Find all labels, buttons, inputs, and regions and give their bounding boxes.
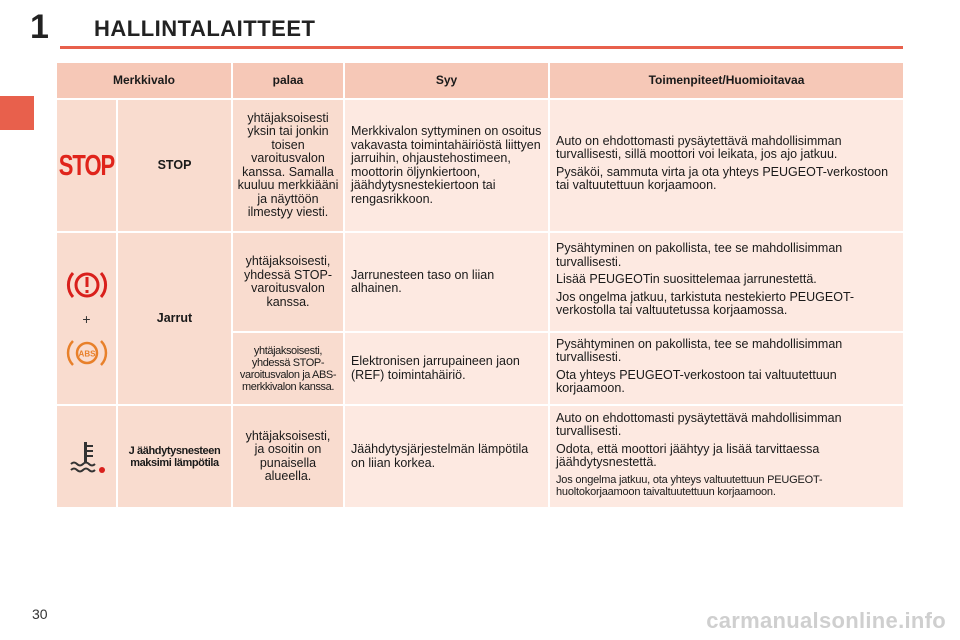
stop-syy: Merkkivalon syttyminen on osoitus vakavasta toimintahäiriöstä liittyen jarruihin, ohjaustehostimeen, moottorin öljynkiertoon, jäähdytysnestekiertoon tai rengasrikkoon. xyxy=(345,100,548,231)
page-number: 30 xyxy=(32,606,48,622)
brake-plus-sign: + xyxy=(82,310,91,327)
coolant-action-2: Odota, että moottori jäähtyy ja lisää tarvittaessa jäähdytysnestettä. xyxy=(556,441,820,469)
chapter-number: 1 xyxy=(30,8,49,46)
brake-row2-syy: Elektronisen jarrupaineen jaon (REF) toimintahäiriö. xyxy=(345,333,548,404)
brake-icon-cell xyxy=(57,233,116,404)
coolant-temperature-icon xyxy=(67,440,107,474)
brake-row2-action-2: Ota yhteys PEUGEOT-verkostoon tai valtuutettuun korjaamoon. xyxy=(556,367,837,395)
column-header-merkkivalo: Merkkivalo xyxy=(57,63,231,98)
column-header-palaa: palaa xyxy=(233,63,343,98)
brake-row2-palaa: yhtäjaksoisesti, yhdessä STOP-varoitusvalon ja ABS-merkkivalon kanssa. xyxy=(233,333,343,404)
column-header-syy: Syy xyxy=(345,63,548,98)
chapter-tab xyxy=(0,96,34,130)
stop-icon-cell xyxy=(57,100,116,231)
coolant-palaa: yhtäjaksoisesti, ja osoitin on punaisella alueella. xyxy=(233,406,343,507)
coolant-name: J äähdytysnesteen maksimi lämpötila xyxy=(118,406,231,507)
stop-warning-icon: STOP xyxy=(58,148,115,182)
header-rule xyxy=(60,46,903,49)
stop-actions xyxy=(550,100,903,231)
brake-row1-palaa: yhtäjaksoisesti, yhdessä STOP-varoitusvalon kanssa. xyxy=(233,233,343,331)
brake-row2-action-1: Pysähtyminen on pakollista, tee se mahdollisimman turvallisesti. xyxy=(556,336,843,364)
brake-row1-action-1: Pysähtyminen on pakollista, tee se mahdollisimman turvallisesti. xyxy=(556,241,843,269)
abs-warning-icon xyxy=(66,336,108,370)
stop-name: STOP xyxy=(118,100,231,231)
brake-row1-syy: Jarrunesteen taso on liian alhainen. xyxy=(345,233,548,331)
coolant-syy: Jäähdytysjärjestelmän lämpötila on liian korkea. xyxy=(345,406,548,507)
stop-action-1: Auto on ehdottomasti pysäytettävä mahdollisimman turvallisesti, sillä moottori voi leikata, jos ajo jatkuu. xyxy=(556,133,842,161)
brake-row1-action-3: Jos ongelma jatkuu, tarkistuta nestekierto PEUGEOT-verkostolla tai valtuutetussa korjaamossa. xyxy=(556,289,855,318)
stop-action-2: Pysäköi, sammuta virta ja ota yhteys PEUGEOT-verkostoon tai valtuutettuun korjaamoon. xyxy=(556,164,889,192)
column-header-toimenpiteet: Toimenpiteet/Huomioitavaa xyxy=(550,63,903,98)
stop-palaa: yhtäjaksoisesti yksin tai jonkin toisen varoitusvalon kanssa. Samalla kuuluu merkkiääni ja näyttöön ilmestyy viesti. xyxy=(233,100,343,231)
brake-row2-actions xyxy=(550,333,903,404)
coolant-note: Jos ongelma jatkuu, ota yhteys valtuutettuun PEUGEOT-huoltokorjaamoon taivaltuutettuun korjaamoon. xyxy=(556,473,823,498)
watermark: carmanualsonline.info xyxy=(706,608,946,633)
coolant-icon-cell xyxy=(57,406,116,507)
brake-row1-action-2: Lisää PEUGEOTin suosittelemaa jarrunestettä. xyxy=(556,272,817,287)
svg-text:ABS: ABS xyxy=(78,349,95,359)
coolant-actions xyxy=(550,406,903,507)
brake-row1-actions xyxy=(550,233,903,331)
chapter-title: HALLINTALAITTEET xyxy=(94,16,316,41)
brake-name: Jarrut xyxy=(118,233,231,404)
coolant-action-1: Auto on ehdottomasti pysäytettävä mahdollisimman turvallisesti. xyxy=(556,410,842,438)
brake-warning-icon xyxy=(66,267,108,303)
